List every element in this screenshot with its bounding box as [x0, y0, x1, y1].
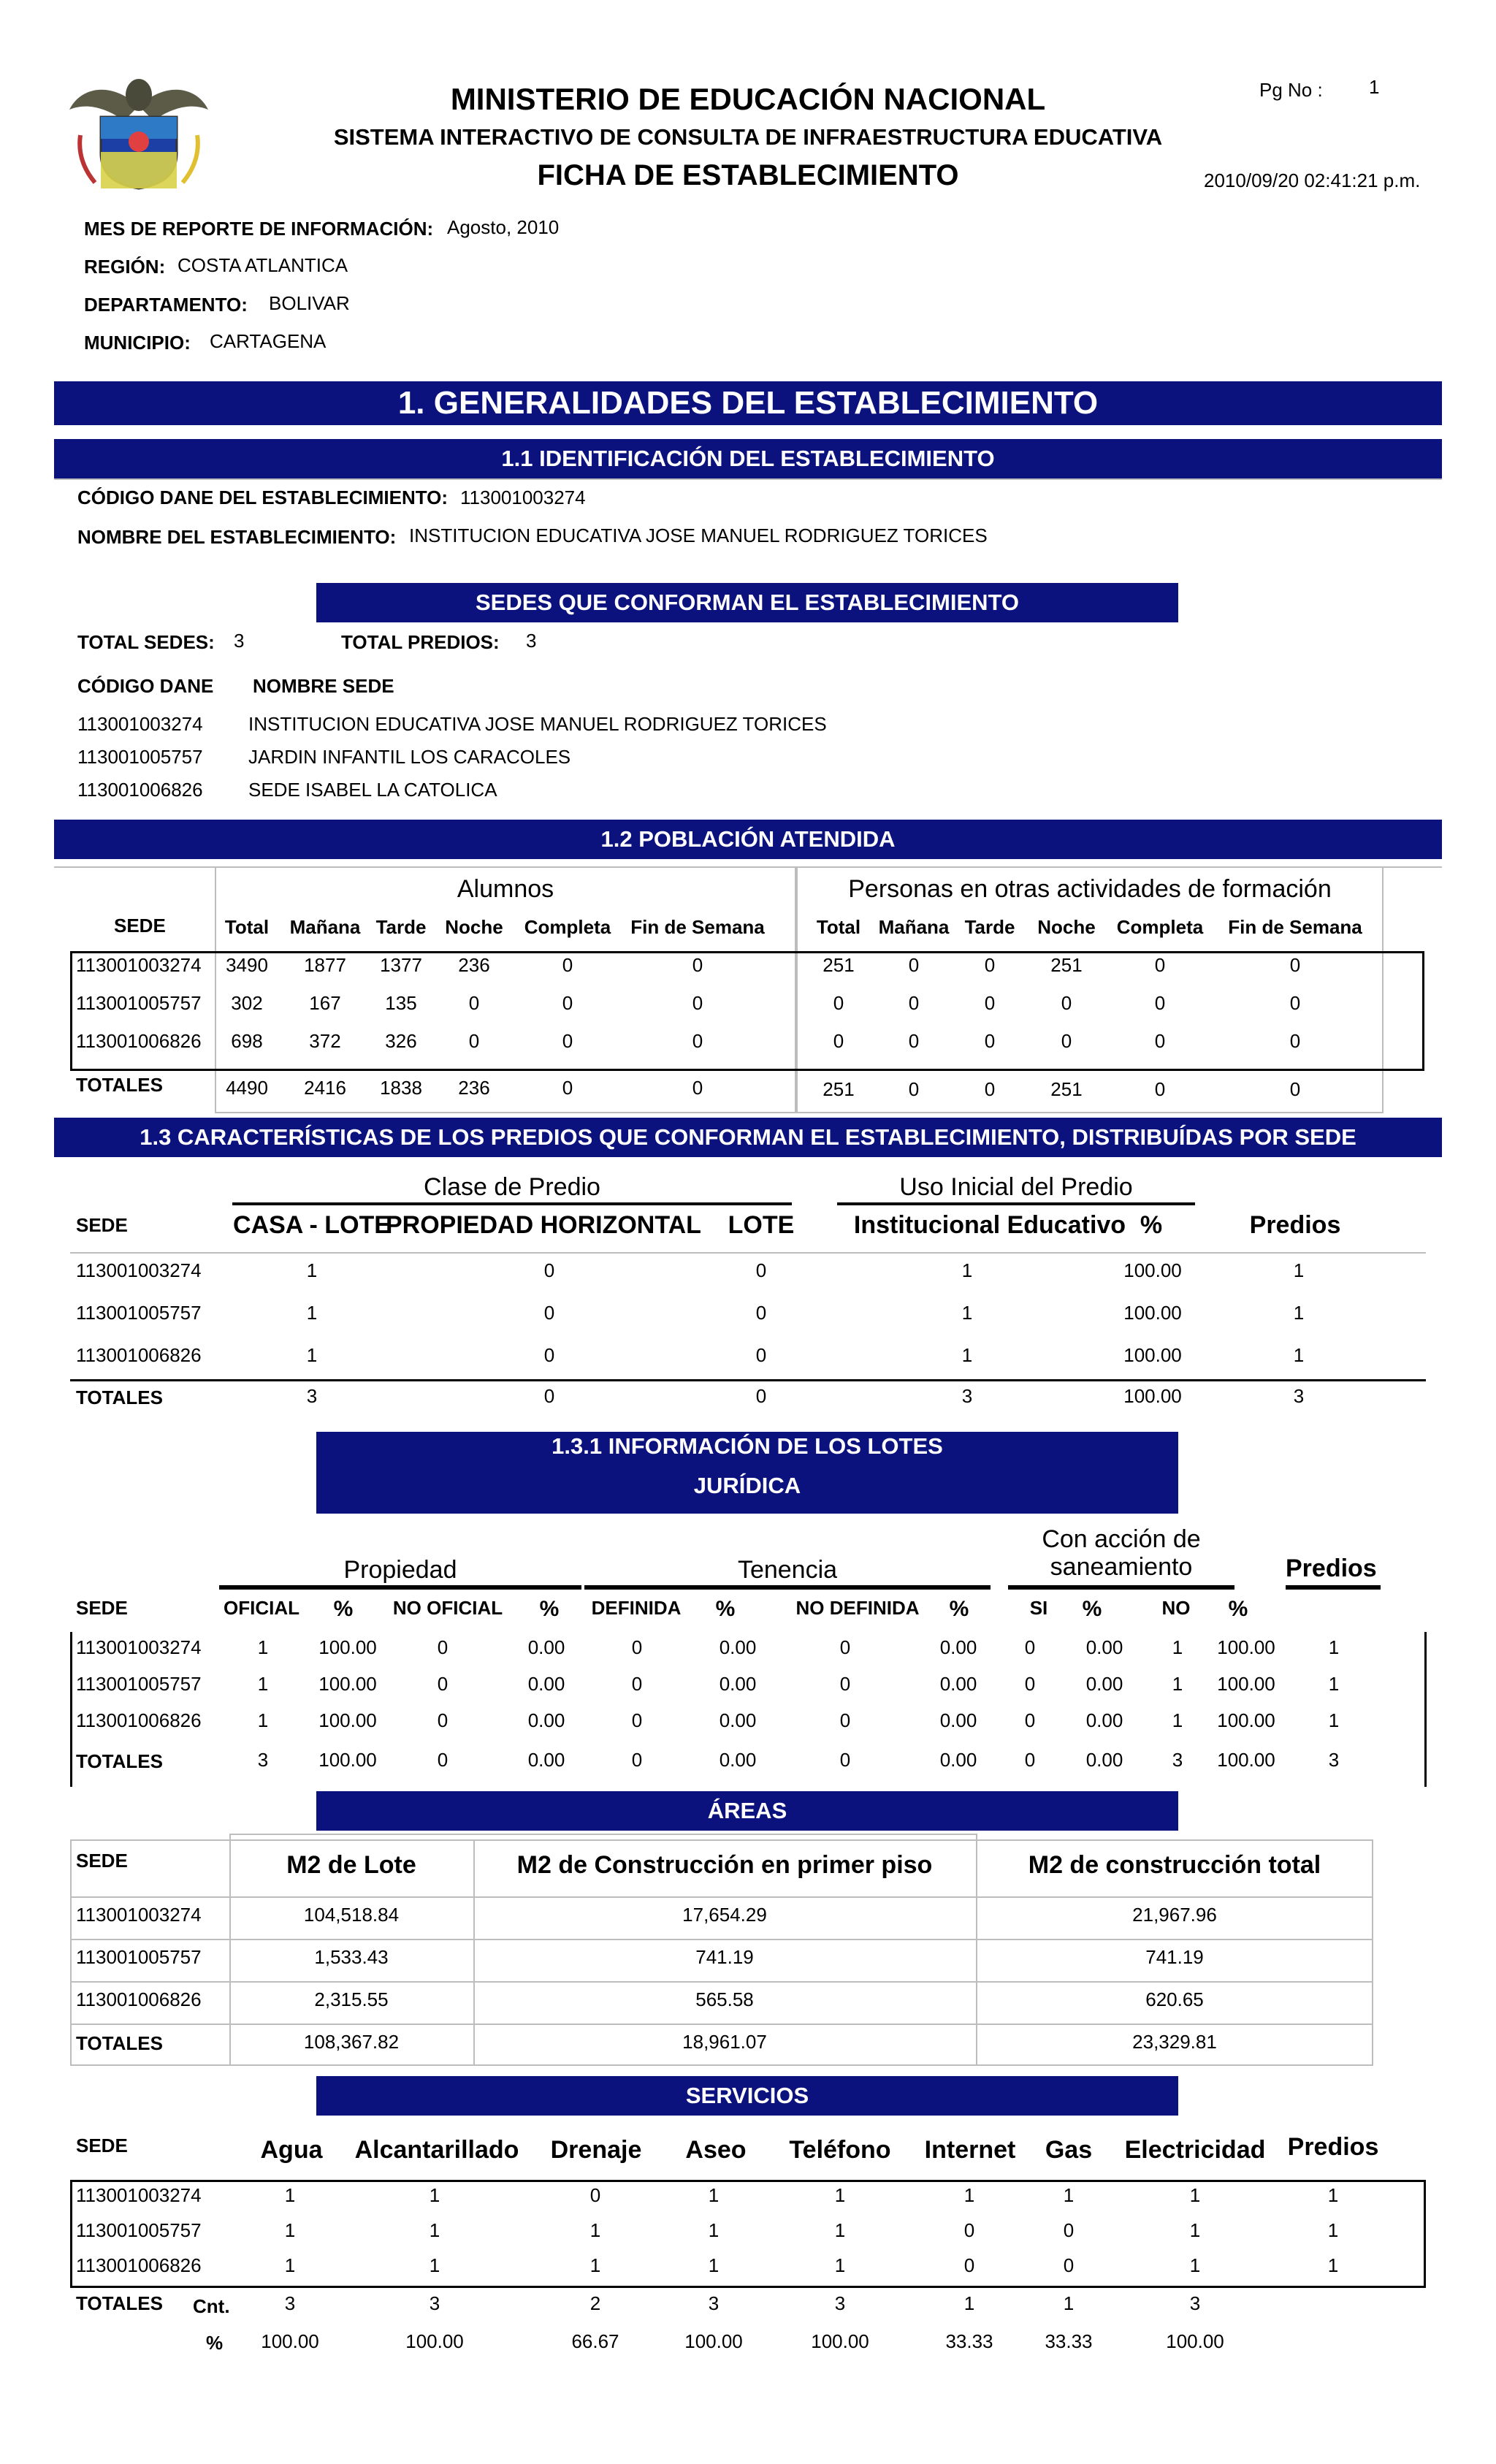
lotes-value: 0.00 — [939, 1673, 977, 1695]
lotes-value: 0.00 — [939, 1709, 977, 1731]
poblacion-alumnos-value: 1377 — [380, 954, 422, 976]
servicios-col-1: Alcantarillado — [354, 2136, 519, 2164]
lotes-total: 3 — [1172, 1749, 1183, 1771]
predios-value: 100.00 — [1123, 1344, 1182, 1366]
areas-total: 108,367.82 — [303, 2031, 400, 2053]
servicios-value: 1 — [1189, 2219, 1201, 2241]
poblacion-personas-value: 0 — [908, 954, 920, 976]
servicios-value: 1 — [708, 2184, 720, 2206]
servicios-col-4: Teléfono — [789, 2136, 891, 2164]
poblacion-alumnos-value: 372 — [309, 1030, 341, 1052]
poblacion-personas-value: 251 — [823, 954, 855, 976]
lotes-value: 0 — [631, 1636, 643, 1658]
uso-inicial-label: Uso Inicial del Predio — [899, 1173, 1133, 1201]
poblacion-alumnos-value: 1877 — [304, 954, 346, 976]
predios-row-sede: 113001006826 — [76, 1344, 202, 1366]
lotes-value: 0 — [839, 1709, 851, 1731]
predios-total: 0 — [543, 1385, 555, 1407]
servicios-pct-value: 100.00 — [684, 2330, 743, 2352]
predios-value: 0 — [543, 1302, 555, 1324]
lotes-total: 3 — [257, 1749, 269, 1771]
poblacion-personas-value: 0 — [1154, 1030, 1166, 1052]
predios-value: 1 — [961, 1259, 973, 1281]
total-predios-value: 3 — [526, 630, 537, 652]
lotes-value: 0 — [631, 1709, 643, 1731]
lotes-value: 1 — [257, 1636, 269, 1658]
predios-value: 0 — [755, 1302, 767, 1324]
poblacion-personas-value: 0 — [1289, 954, 1301, 976]
poblacion-personas-value: 0 — [984, 954, 996, 976]
predios-value: 0 — [543, 1344, 555, 1366]
predios-total: 100.00 — [1123, 1385, 1182, 1407]
section-1-title: 1. GENERALIDADES DEL ESTABLECIMIENTO — [54, 381, 1442, 425]
sede-name: SEDE ISABEL LA CATOLICA — [248, 779, 497, 801]
poblacion-total-alumnos: 1838 — [380, 1077, 422, 1099]
lotes-total: 0 — [631, 1749, 643, 1771]
areas-col-1: M2 de Construcción en primer piso — [516, 1851, 933, 1879]
lotes-value: 0 — [839, 1673, 851, 1695]
poblacion-alumnos-value: 0 — [562, 954, 573, 976]
areas-sede-label: SEDE — [76, 1850, 128, 1872]
poblacion-personas-value: 0 — [984, 992, 996, 1014]
ministry-title: MINISTERIO DE EDUCACIÓN NACIONAL — [450, 82, 1046, 116]
lotes-total: 0 — [437, 1749, 449, 1771]
servicios-col-8: Predios — [1287, 2133, 1379, 2161]
lotes-predios-label: Predios — [1286, 1555, 1377, 1582]
servicios-col-5: Internet — [924, 2136, 1016, 2164]
lotes-value: 0 — [631, 1673, 643, 1695]
servicios-value: 1 — [963, 2184, 975, 2206]
predios-total: 3 — [1293, 1385, 1305, 1407]
poblacion-personas-value: 0 — [908, 1030, 920, 1052]
lotes-sede-label: SEDE — [76, 1597, 128, 1619]
servicios-col-0: Agua — [260, 2136, 323, 2164]
servicios-cnt-value: 2 — [589, 2292, 601, 2314]
mes-value: Agosto, 2010 — [447, 216, 560, 238]
areas-value: 21,967.96 — [1132, 1904, 1217, 1926]
predios-sede-label: SEDE — [76, 1214, 128, 1236]
lotes-value: 1 — [1328, 1709, 1340, 1731]
lotes-col-10: NO — [1161, 1597, 1191, 1619]
lotes-value: 0 — [1024, 1636, 1036, 1658]
lotes-value: 0 — [437, 1673, 449, 1695]
predios-value: 1 — [1293, 1259, 1305, 1281]
poblacion-alumnos-value: 3490 — [226, 954, 268, 976]
predios-col-1: PROPIEDAD HORIZONTAL — [386, 1211, 701, 1239]
lotes-col-5: % — [715, 1597, 736, 1621]
areas-value: 741.19 — [1145, 1946, 1204, 1968]
poblacion-total-personas: 0 — [984, 1078, 996, 1100]
servicios-value: 1 — [1327, 2254, 1339, 2276]
col-personas-1: Mañana — [878, 916, 950, 938]
lotes-value: 100.00 — [1217, 1709, 1275, 1731]
mes-label: MES DE REPORTE DE INFORMACIÓN: — [84, 218, 434, 240]
sede-name: JARDIN INFANTIL LOS CARACOLES — [248, 746, 571, 768]
col-personas-2: Tarde — [964, 916, 1015, 938]
lotes-value: 1 — [257, 1673, 269, 1695]
clase-predio-label: Clase de Predio — [424, 1173, 600, 1201]
lotes-total: 0 — [1024, 1749, 1036, 1771]
lotes-subtitle: JURÍDICA — [693, 1473, 801, 1498]
lotes-value: 0 — [1024, 1673, 1036, 1695]
lotes-value: 1 — [1172, 1636, 1183, 1658]
servicios-cnt-value: 3 — [429, 2292, 440, 2314]
servicios-pct-value: 100.00 — [811, 2330, 869, 2352]
poblacion-alumnos-value: 0 — [692, 1030, 703, 1052]
servicios-col-3: Aseo — [685, 2136, 747, 2164]
lotes-total: 0.00 — [1085, 1749, 1123, 1771]
col-alumnos-3: Noche — [445, 916, 503, 938]
lotes-value: 0 — [437, 1709, 449, 1731]
areas-col-0: M2 de Lote — [286, 1851, 416, 1879]
lotes-total: 0.00 — [939, 1749, 977, 1771]
poblacion-alumnos-value: 0 — [562, 992, 573, 1014]
poblacion-row-sede: 113001003274 — [76, 954, 202, 976]
servicios-cnt-value: 1 — [963, 2292, 975, 2314]
areas-value: 2,315.55 — [314, 1988, 389, 2010]
poblacion-personas-value: 0 — [1061, 992, 1072, 1014]
servicios-cnt-label: Cnt. — [193, 2295, 230, 2317]
servicios-totals-label: TOTALES — [76, 2292, 163, 2314]
predios-value: 1 — [961, 1302, 973, 1324]
poblacion-personas-value: 0 — [1154, 954, 1166, 976]
servicios-value: 1 — [834, 2184, 846, 2206]
lotes-col-8: SI — [1029, 1597, 1048, 1619]
system-title: SISTEMA INTERACTIVO DE CONSULTA DE INFRAESTRUCTURA EDUCATIVA — [333, 124, 1163, 150]
servicios-col-6: Gas — [1045, 2136, 1093, 2164]
servicios-pct-value: 33.33 — [1045, 2330, 1093, 2352]
poblacion-personas-value: 0 — [1289, 1030, 1301, 1052]
predios-total: 0 — [755, 1385, 767, 1407]
lotes-value: 1 — [257, 1709, 269, 1731]
servicios-value: 1 — [284, 2219, 296, 2241]
lotes-total: 100.00 — [1217, 1749, 1275, 1771]
predios-col-0: CASA - LOTE — [233, 1211, 391, 1239]
areas-total: 23,329.81 — [1132, 2031, 1217, 2053]
poblacion-alumnos-value: 0 — [468, 1030, 480, 1052]
areas-row-sede: 113001005757 — [76, 1946, 202, 1968]
poblacion-total-alumnos: 2416 — [304, 1077, 346, 1099]
servicios-cnt-value: 3 — [1189, 2292, 1201, 2314]
propiedad-label: Propiedad — [343, 1556, 457, 1584]
lotes-total: 100.00 — [318, 1749, 377, 1771]
servicios-value: 1 — [708, 2219, 720, 2241]
poblacion-alumnos-value: 302 — [231, 992, 263, 1014]
region-value: COSTA ATLANTICA — [178, 254, 348, 276]
poblacion-alumnos-value: 135 — [385, 992, 417, 1014]
servicios-sede-label: SEDE — [76, 2135, 128, 2156]
lotes-totals-label: TOTALES — [76, 1750, 163, 1772]
lotes-col-6: NO DEFINIDA — [795, 1597, 920, 1619]
servicios-value: 1 — [834, 2219, 846, 2241]
predios-value: 1 — [306, 1344, 318, 1366]
report-timestamp: 2010/09/20 02:41:21 p.m. — [1204, 169, 1421, 191]
total-sedes-value: 3 — [234, 630, 245, 652]
servicios-value: 1 — [589, 2219, 601, 2241]
poblacion-alumnos-value: 0 — [692, 954, 703, 976]
sede-code: 113001003274 — [77, 713, 203, 735]
servicios-value: 1 — [1189, 2254, 1201, 2276]
saneamiento-label-2: saneamiento — [1050, 1553, 1193, 1581]
predios-total: 3 — [961, 1385, 973, 1407]
servicios-pct-value: 100.00 — [405, 2330, 464, 2352]
predios-col-3: Institucional Educativo — [853, 1211, 1126, 1239]
servicios-cnt-value: 1 — [1063, 2292, 1075, 2314]
predios-value: 1 — [306, 1302, 318, 1324]
servicios-value: 1 — [589, 2254, 601, 2276]
poblacion-total-personas: 0 — [1154, 1078, 1166, 1100]
lotes-value: 0.00 — [1085, 1673, 1123, 1695]
servicios-value: 1 — [1063, 2184, 1075, 2206]
lotes-total: 3 — [1328, 1749, 1340, 1771]
poblacion-personas-value: 0 — [1289, 992, 1301, 1014]
servicios-value: 1 — [1327, 2184, 1339, 2206]
lotes-value: 1 — [1328, 1636, 1340, 1658]
total-predios-label: TOTAL PREDIOS: — [341, 631, 500, 653]
nombre-establecimiento-value: INSTITUCION EDUCATIVA JOSE MANUEL RODRIGUEZ TORICES — [409, 525, 988, 546]
lotes-col-0: OFICIAL — [224, 1597, 299, 1619]
nombre-establecimiento-label: NOMBRE DEL ESTABLECIMIENTO: — [77, 526, 397, 548]
servicios-pct-value: 33.33 — [945, 2330, 993, 2352]
areas-value: 741.19 — [695, 1946, 754, 1968]
areas-value: 1,533.43 — [314, 1946, 389, 1968]
areas-totals-label: TOTALES — [76, 2032, 163, 2054]
departamento-value: BOLIVAR — [269, 292, 350, 314]
col-alumnos-5: Fin de Semana — [630, 916, 765, 938]
lotes-value: 0.00 — [719, 1673, 757, 1695]
lotes-value: 0.00 — [719, 1709, 757, 1731]
departamento-label: DEPARTAMENTO: — [84, 294, 248, 316]
poblacion-alumnos-value: 167 — [309, 992, 341, 1014]
page-number: 1 — [1369, 76, 1380, 98]
sede-code: 113001005757 — [77, 746, 203, 768]
lotes-row-sede: 113001006826 — [76, 1709, 202, 1731]
predios-col-4: % — [1140, 1211, 1163, 1239]
page-number-label: Pg No : — [1259, 79, 1323, 101]
servicios-value: 1 — [429, 2184, 440, 2206]
servicios-value: 0 — [963, 2219, 975, 2241]
servicios-value: 0 — [1063, 2219, 1075, 2241]
servicios-col-2: Drenaje — [550, 2136, 642, 2164]
servicios-value: 1 — [284, 2254, 296, 2276]
col-personas-3: Noche — [1037, 916, 1096, 938]
group-alumnos: Alumnos — [457, 875, 554, 903]
servicios-value: 1 — [1327, 2219, 1339, 2241]
servicios-row-sede: 113001006826 — [76, 2254, 202, 2276]
poblacion-alumnos-value: 698 — [231, 1030, 263, 1052]
servicios-value: 1 — [708, 2254, 720, 2276]
lotes-value: 0.00 — [939, 1636, 977, 1658]
lotes-value: 0.00 — [527, 1673, 565, 1695]
servicios-value: 1 — [1189, 2184, 1201, 2206]
poblacion-total-personas: 251 — [823, 1078, 855, 1100]
lotes-value: 100.00 — [1217, 1636, 1275, 1658]
servicios-value: 0 — [963, 2254, 975, 2276]
predios-value: 1 — [1293, 1302, 1305, 1324]
sede-code: 113001006826 — [77, 779, 203, 801]
lotes-col-7: % — [949, 1597, 969, 1621]
lotes-col-1: % — [333, 1597, 354, 1621]
region-label: REGIÓN: — [84, 256, 166, 278]
sede-name: INSTITUCION EDUCATIVA JOSE MANUEL RODRIGUEZ TORICES — [248, 713, 827, 735]
municipio-value: CARTAGENA — [210, 330, 327, 352]
poblacion-total-alumnos: 0 — [562, 1077, 573, 1099]
lotes-value: 100.00 — [318, 1673, 377, 1695]
poblacion-sede-label: SEDE — [114, 915, 166, 937]
servicios-pct-label: % — [206, 2332, 224, 2354]
poblacion-total-alumnos: 236 — [458, 1077, 490, 1099]
lotes-col-9: % — [1082, 1597, 1102, 1621]
areas-value: 17,654.29 — [682, 1904, 767, 1926]
areas-value: 104,518.84 — [303, 1904, 400, 1926]
predios-totals-label: TOTALES — [76, 1387, 163, 1408]
poblacion-total-alumnos: 4490 — [226, 1077, 268, 1099]
predios-col-5: Predios — [1249, 1211, 1341, 1239]
predios-value: 1 — [961, 1344, 973, 1366]
tenencia-label: Tenencia — [737, 1556, 838, 1584]
poblacion-personas-value: 0 — [833, 1030, 844, 1052]
lotes-total: 0 — [839, 1749, 851, 1771]
codigo-dane-value: 113001003274 — [460, 487, 586, 508]
poblacion-row-sede: 113001005757 — [76, 992, 202, 1014]
poblacion-personas-value: 0 — [908, 992, 920, 1014]
poblacion-totals-label: TOTALES — [76, 1074, 163, 1096]
poblacion-alumnos-value: 0 — [468, 992, 480, 1014]
col-nombre-sede: NOMBRE SEDE — [253, 675, 394, 697]
poblacion-personas-value: 0 — [833, 992, 844, 1014]
poblacion-alumnos-value: 326 — [385, 1030, 417, 1052]
servicios-row-sede: 113001005757 — [76, 2219, 202, 2241]
lotes-value: 1 — [1328, 1673, 1340, 1695]
lotes-value: 1 — [1172, 1673, 1183, 1695]
col-personas-0: Total — [816, 916, 861, 938]
col-personas-4: Completa — [1116, 916, 1204, 938]
lotes-value: 100.00 — [318, 1636, 377, 1658]
predios-total: 3 — [306, 1385, 318, 1407]
predios-value: 0 — [755, 1344, 767, 1366]
municipio-label: MUNICIPIO: — [84, 332, 191, 354]
predios-row-sede: 113001005757 — [76, 1302, 202, 1324]
servicios-pct-value: 66.67 — [571, 2330, 619, 2352]
servicios-cnt-value: 3 — [708, 2292, 720, 2314]
areas-total: 18,961.07 — [682, 2031, 767, 2053]
areas-row-sede: 113001003274 — [76, 1904, 202, 1926]
servicios-row-sede: 113001003274 — [76, 2184, 202, 2206]
lotes-value: 0.00 — [527, 1709, 565, 1731]
lotes-value: 0 — [437, 1636, 449, 1658]
servicios-title: SERVICIOS — [316, 2076, 1178, 2116]
col-alumnos-2: Tarde — [375, 916, 427, 938]
section-1-1-title: 1.1 IDENTIFICACIÓN DEL ESTABLECIMIENTO — [54, 439, 1442, 478]
lotes-value: 0 — [1024, 1709, 1036, 1731]
areas-row-sede: 113001006826 — [76, 1988, 202, 2010]
lotes-col-2: NO OFICIAL — [392, 1597, 503, 1619]
servicios-pct-value: 100.00 — [261, 2330, 319, 2352]
col-alumnos-4: Completa — [524, 916, 611, 938]
poblacion-total-personas: 0 — [1289, 1078, 1301, 1100]
predios-row-sede: 113001003274 — [76, 1259, 202, 1281]
poblacion-total-personas: 251 — [1050, 1078, 1083, 1100]
lotes-row-sede: 113001005757 — [76, 1673, 202, 1695]
servicios-value: 1 — [429, 2219, 440, 2241]
servicios-value: 1 — [834, 2254, 846, 2276]
predios-value: 100.00 — [1123, 1302, 1182, 1324]
col-codigo-dane: CÓDIGO DANE — [77, 675, 214, 697]
total-sedes-label: TOTAL SEDES: — [77, 631, 215, 653]
poblacion-alumnos-value: 0 — [692, 992, 703, 1014]
lotes-value: 0.00 — [1085, 1636, 1123, 1658]
poblacion-title: 1.2 POBLACIÓN ATENDIDA — [54, 820, 1442, 859]
areas-value: 620.65 — [1145, 1988, 1204, 2010]
poblacion-alumnos-value: 0 — [562, 1030, 573, 1052]
lotes-col-3: % — [539, 1597, 560, 1621]
lotes-value: 0 — [839, 1636, 851, 1658]
lotes-value: 0.00 — [719, 1636, 757, 1658]
lotes-value: 0.00 — [527, 1636, 565, 1658]
predios-value: 1 — [1293, 1344, 1305, 1366]
col-alumnos-0: Total — [224, 916, 270, 938]
poblacion-total-personas: 0 — [908, 1078, 920, 1100]
servicios-value: 1 — [429, 2254, 440, 2276]
group-personas: Personas en otras actividades de formación — [848, 875, 1332, 903]
areas-value: 565.58 — [695, 1988, 754, 2010]
predios-value: 100.00 — [1123, 1259, 1182, 1281]
servicios-value: 1 — [284, 2184, 296, 2206]
lotes-total: 0.00 — [719, 1749, 757, 1771]
lotes-value: 1 — [1172, 1709, 1183, 1731]
poblacion-total-alumnos: 0 — [692, 1077, 703, 1099]
poblacion-personas-value: 0 — [984, 1030, 996, 1052]
servicios-cnt-value: 3 — [834, 2292, 846, 2314]
servicios-value: 0 — [589, 2184, 601, 2206]
lotes-total: 0.00 — [527, 1749, 565, 1771]
poblacion-alumnos-value: 236 — [458, 954, 490, 976]
predios-value: 1 — [306, 1259, 318, 1281]
servicios-value: 0 — [1063, 2254, 1075, 2276]
predios-col-2: LOTE — [728, 1211, 795, 1239]
lotes-col-4: DEFINIDA — [591, 1597, 682, 1619]
predios-value: 0 — [543, 1259, 555, 1281]
lotes-value: 100.00 — [318, 1709, 377, 1731]
servicios-cnt-value: 3 — [284, 2292, 296, 2314]
poblacion-personas-value: 0 — [1061, 1030, 1072, 1052]
lotes-value: 0.00 — [1085, 1709, 1123, 1731]
predios-value: 0 — [755, 1259, 767, 1281]
poblacion-personas-value: 0 — [1154, 992, 1166, 1014]
col-alumnos-1: Mañana — [289, 916, 361, 938]
sedes-title: SEDES QUE CONFORMAN EL ESTABLECIMIENTO — [316, 583, 1178, 622]
lotes-row-sede: 113001003274 — [76, 1636, 202, 1658]
predios-title: 1.3 CARACTERÍSTICAS DE LOS PREDIOS QUE CONFORMAN EL ESTABLECIMIENTO, DISTRIBUÍDAS POR SEDE — [54, 1118, 1442, 1157]
servicios-pct-value: 100.00 — [1166, 2330, 1224, 2352]
poblacion-personas-value: 251 — [1050, 954, 1083, 976]
areas-title: ÁREAS — [316, 1791, 1178, 1831]
areas-col-2: M2 de construcción total — [1028, 1851, 1321, 1879]
saneamiento-label-1: Con acción de — [1042, 1525, 1201, 1553]
servicios-col-7: Electricidad — [1124, 2136, 1266, 2164]
lotes-col-11: % — [1228, 1597, 1248, 1621]
col-personas-5: Fin de Semana — [1228, 916, 1362, 938]
poblacion-row-sede: 113001006826 — [76, 1030, 202, 1052]
lotes-value: 100.00 — [1217, 1673, 1275, 1695]
codigo-dane-label: CÓDIGO DANE DEL ESTABLECIMIENTO: — [77, 487, 449, 508]
lotes-title: 1.3.1 INFORMACIÓN DE LOS LOTES — [552, 1433, 943, 1459]
form-title: FICHA DE ESTABLECIMIENTO — [537, 159, 959, 191]
